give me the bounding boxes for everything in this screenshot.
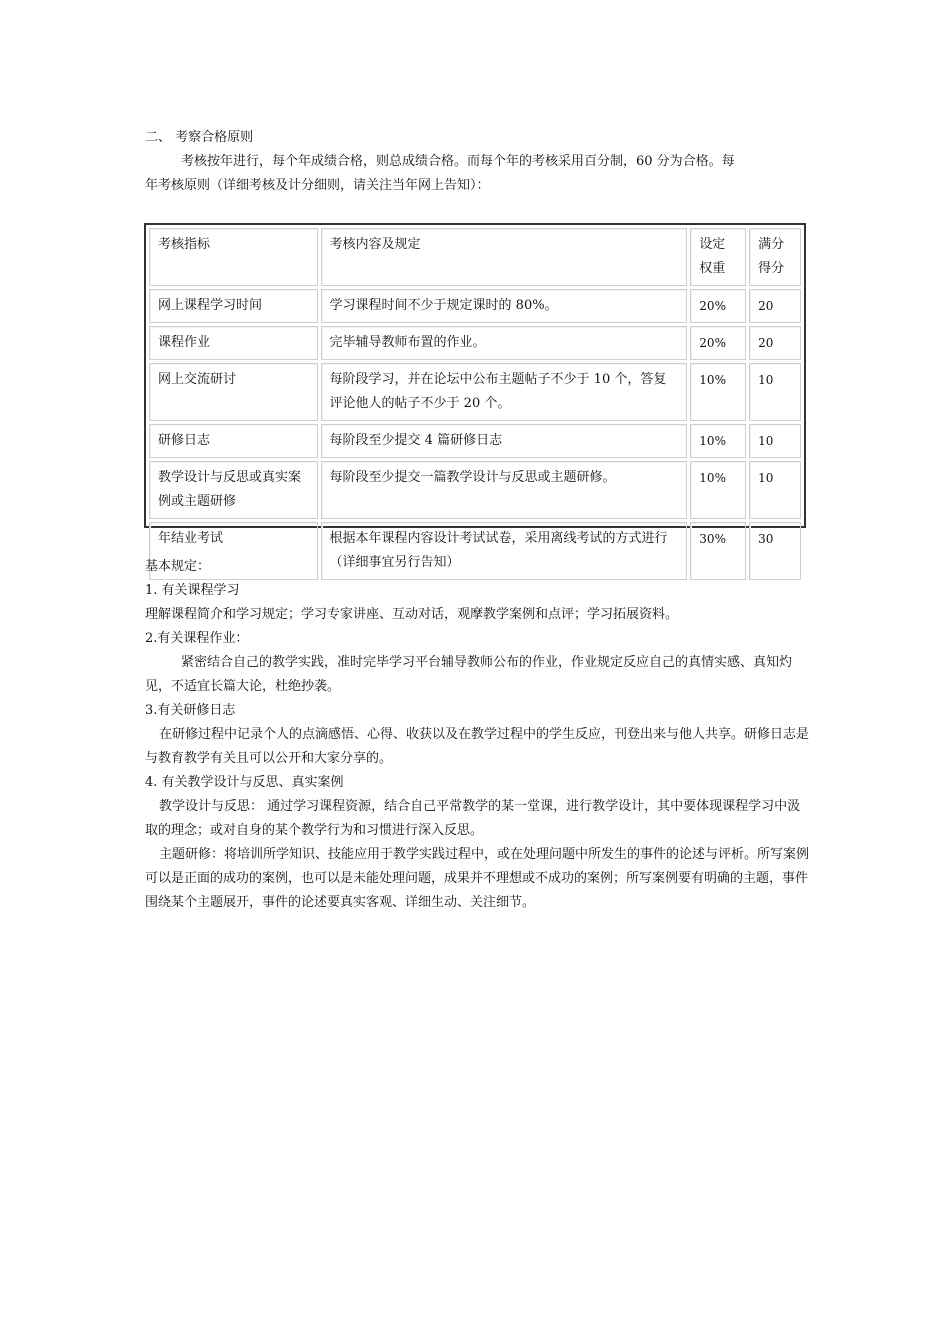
row-weight: 10%	[690, 461, 746, 519]
row-content: 每阶段学习，并在论坛中公布主题帖子不少于 10 个，答复评论他人的帖子不少于 20 个。	[321, 363, 688, 421]
rule-1-text: 理解课程简介和学习规定；学习专家讲座、互动对话，观摩教学案例和点评；学习拓展资料。	[145, 607, 679, 622]
header-content: 考核内容及规定	[321, 228, 688, 286]
intro-line-2: 年考核原则（详细考核及计分细则，请关注当年网上告知）：	[145, 178, 490, 193]
row-weight: 10%	[690, 363, 746, 421]
rules-title: 基本规定：	[145, 559, 211, 574]
rule-1-title: 1. 有关课程学习	[145, 583, 240, 598]
row-item: 研修日志	[149, 424, 318, 458]
row-item: 课程作业	[149, 326, 318, 360]
header-weight: 设定权重	[690, 228, 746, 286]
row-weight: 30%	[690, 522, 746, 580]
row-weight: 20%	[690, 289, 746, 323]
rule-4-text-1: 教学设计与反思： 通过学习课程资源，结合自己平常教学的某一堂课，进行教学设计，其中要体现课程学习中汲取的理念；或对自身的某个教学行为和习惯进行深入反思。	[145, 799, 801, 838]
row-weight: 20%	[690, 326, 746, 360]
section-heading: 二、 考察合格原则	[145, 130, 254, 145]
table-row	[149, 289, 801, 323]
rule-4-title: 4. 有关教学设计与反思、真实案例	[145, 775, 344, 790]
row-item: 年结业考试	[149, 522, 318, 580]
row-score: 20	[749, 326, 801, 360]
table-row	[149, 326, 801, 360]
row-score: 20	[749, 289, 801, 323]
table-row	[149, 363, 801, 421]
row-item: 教学设计与反思或真实案例或主题研修	[149, 461, 318, 519]
row-content: 根据本年课程内容设计考试试卷，采用离线考试的方式进行（详细事宜另行告知）	[321, 522, 688, 580]
row-item: 网上交流研讨	[149, 363, 318, 421]
row-score: 10	[749, 363, 801, 421]
rule-3-title: 3.有关研修日志	[145, 703, 236, 718]
rule-2-text: 紧密结合自己的教学实践，准时完毕学习平台辅导教师公布的作业，作业规定反应自己的真情实感、真知灼见，不适宜长篇大论，杜绝抄袭。	[145, 655, 793, 694]
row-weight: 10%	[690, 424, 746, 458]
rule-2-title: 2.有关课程作业：	[145, 631, 249, 646]
row-content: 完毕辅导教师布置的作业。	[321, 326, 688, 360]
rule-3-text: 在研修过程中记录个人的点滴感悟、心得、收获以及在教学过程中的学生反应，刊登出来与他人共享。研修日志是与教育教学有关且可以公开和大家分享的。	[145, 727, 810, 766]
rule-4-text-2: 主题研修：将培训所学知识、技能应用于教学实践过程中，或在处理问题中所发生的事件的论述与评析。所写案例可以是正面的成功的案例，也可以是未能处理问题，成果并不理想或不成功的案例；所写案例要有明确的主题，事件围绕某个主题展开，事件的论述要真实客观、详细生动、关注细节。	[145, 847, 810, 910]
basic-rules	[145, 555, 810, 915]
intro-paragraph	[145, 150, 810, 198]
intro-line-1: 考核按年进行，每个年成绩合格，则总成绩合格。而每个年的考核采用百分制，60 分为合格。每	[181, 154, 735, 169]
table-row	[149, 424, 801, 458]
row-content: 每阶段至少提交 4 篇研修日志	[321, 424, 688, 458]
row-score: 10	[749, 461, 801, 519]
row-score: 10	[749, 424, 801, 458]
row-content: 学习课程时间不少于规定课时的 80%。	[321, 289, 688, 323]
table-row	[149, 461, 801, 519]
row-score: 30	[749, 522, 801, 580]
table-header-row	[149, 228, 801, 286]
row-content: 每阶段至少提交一篇教学设计与反思或主题研修。	[321, 461, 688, 519]
header-item: 考核指标	[149, 228, 318, 286]
row-item: 网上课程学习时间	[149, 289, 318, 323]
header-score: 满分得分	[749, 228, 801, 286]
